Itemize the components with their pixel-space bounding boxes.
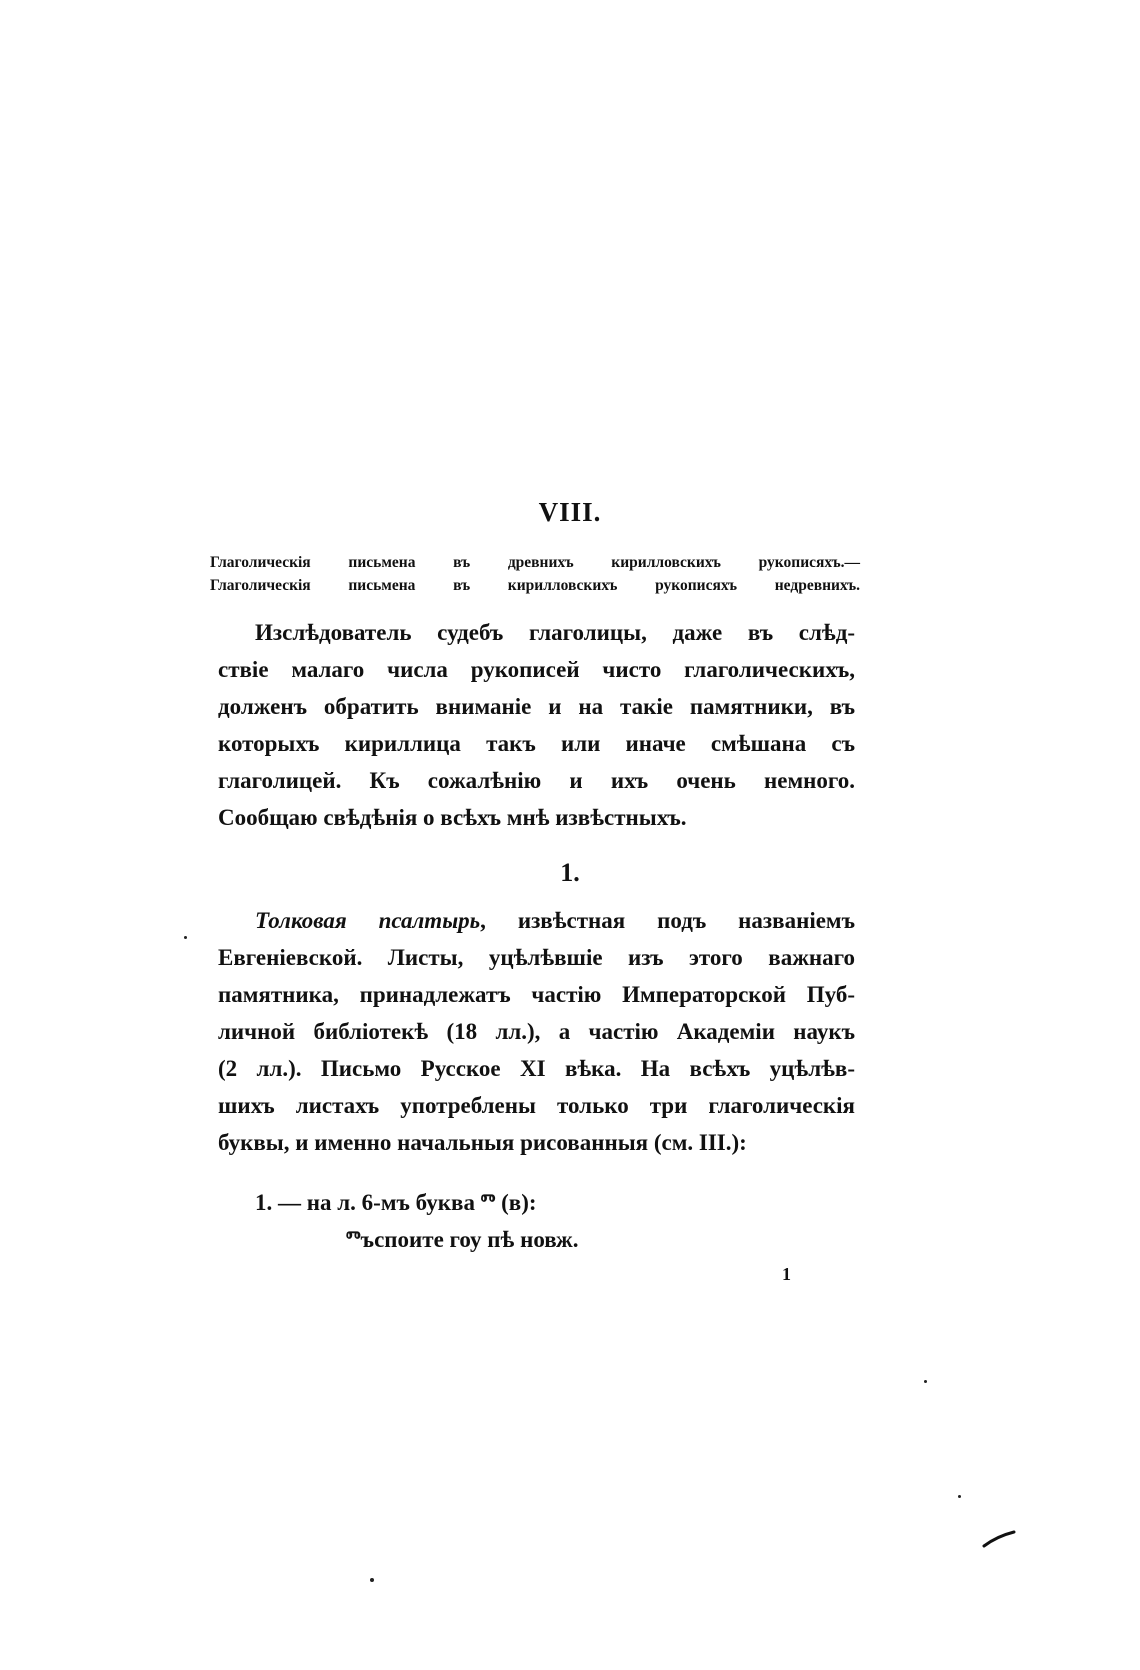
scan-speck: [958, 1495, 961, 1498]
section-number: 1.: [560, 858, 580, 887]
section-title: Толковая псалтырь: [255, 908, 481, 933]
intro-line: ствіе малаго числа рукописей чисто глаголическихъ,: [218, 657, 855, 682]
intro-line: долженъ обратить вниманіе и на такіе памятники, въ: [218, 694, 855, 719]
section-line: , извѣстная подъ названіемъ: [480, 908, 855, 933]
intro-line: Сообщаю свѣдѣнія о всѣхъ мнѣ извѣстныхъ.: [218, 805, 687, 830]
section-first-line: [255, 908, 855, 934]
intro-line: глаголицей. Къ сожалѣнію и ихъ очень немного.: [218, 768, 855, 793]
scan-speck: [370, 1578, 374, 1582]
intro-line: Изслѣдователь судебъ глаголицы, даже въ слѣд-: [255, 620, 855, 645]
chapter-subtitle-line-1: Глаголическія письмена въ древнихъ кирилловскихъ рукописяхъ.—: [210, 554, 860, 571]
chapter-subtitle-line-2: Глаголическія письмена въ кирилловскихъ рукописяхъ недревнихъ.: [210, 577, 860, 594]
quote-line: ⱅъспоите гоу пѣ новж.: [346, 1227, 579, 1252]
section-line: (2 лл.). Письмо Русское XI вѣка. На всѣхъ уцѣлѣв-: [218, 1056, 855, 1081]
pen-stroke-mark: [982, 1530, 1016, 1548]
section-line: шихъ листахъ употреблены только три глаголическія: [218, 1093, 855, 1118]
scan-speck: [184, 936, 187, 939]
section-line: Евгеніевской. Листы, уцѣлѣвшіе изъ этого важнаго: [218, 945, 855, 970]
section-line: личной библіотекѣ (18 лл.), а частію Академіи наукъ: [218, 1019, 855, 1044]
section-line: буквы, и именно начальныя рисованныя (см. III.):: [218, 1130, 747, 1155]
chapter-number: VIII.: [538, 497, 602, 527]
intro-line: которыхъ кириллица такъ или иначе смѣшана съ: [218, 731, 855, 756]
scan-speck: [924, 1380, 927, 1383]
item-line: 1. — на л. 6-мъ буква ⱅ (в):: [255, 1190, 537, 1215]
signature-mark: 1: [782, 1264, 791, 1284]
section-line: памятника, принадлежатъ частію Императорской Пуб-: [218, 982, 855, 1007]
